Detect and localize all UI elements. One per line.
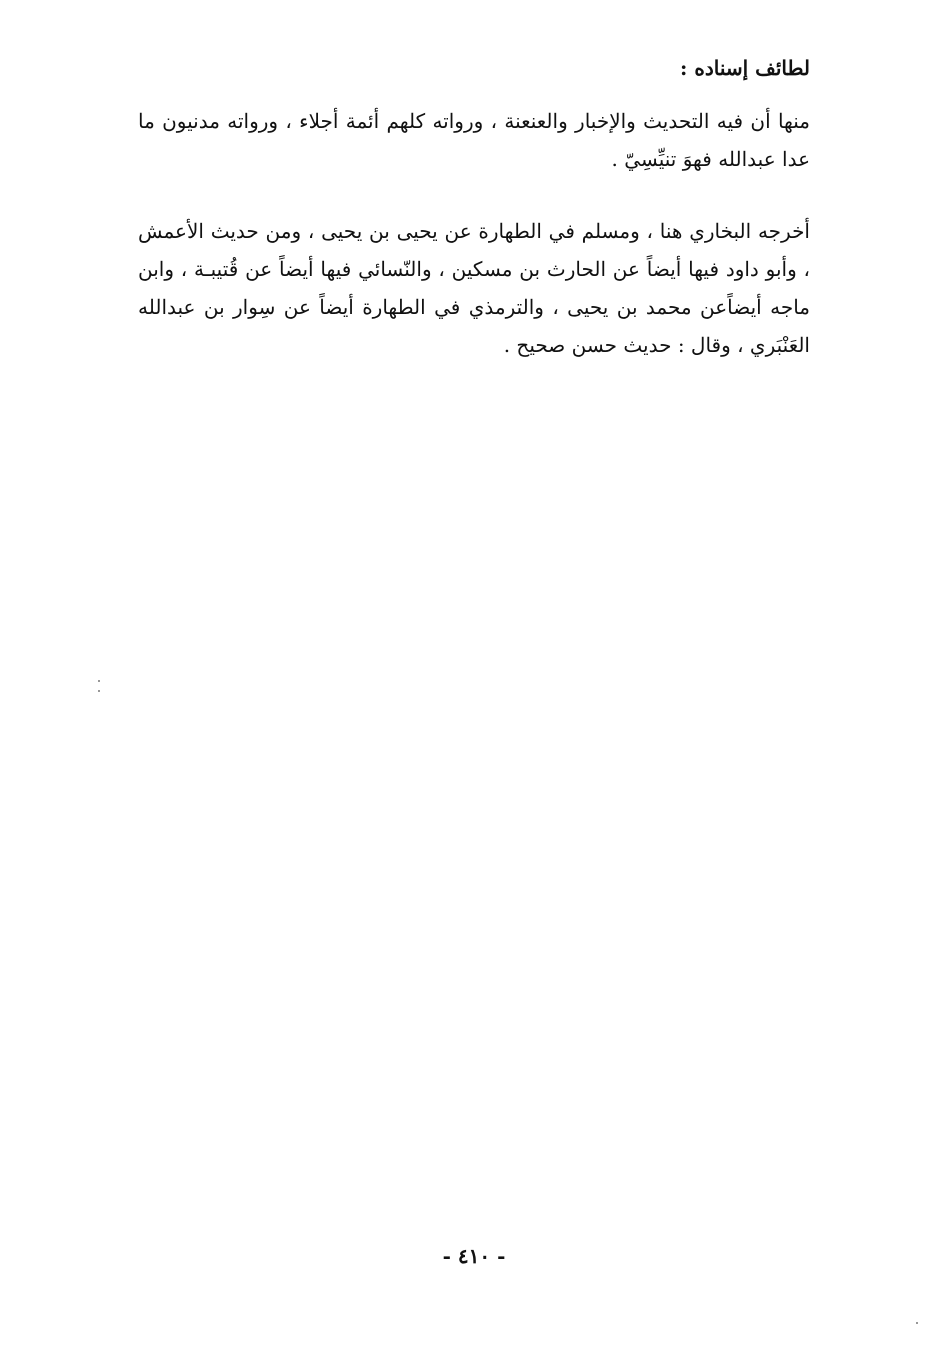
paragraph-isnad-notes: منها أن فيه التحديث والإخبار والعنعنة ، ورواته كلهم أئمة أجلاء ، ورواته مدنيون ما عدا عبدالله فهوَ تنيِّسِيّ . [138, 109, 810, 171]
scan-speck [98, 690, 100, 692]
scan-speck [98, 680, 100, 682]
paragraph-container-2 [138, 212, 810, 364]
paragraph-takhrij: أخرجه البخاري هنا ، ومسلم في الطهارة عن يحيى بن يحيى ، ومن حديث الأعمش ، وأبو داود فيها أيضاً عن الحارث بن مسكين ، والنّسائي فيها أيضاً عن قُتيبـة ، وابن ماجه أيضاًعن محمد بن يحيى ، والترمذي في الطهارة أيضاً عن سِوار بن عبدالله العَنْبَري ، وقال : حديث حسن صحيح . [138, 219, 810, 357]
scan-speck [916, 1322, 918, 1324]
page-number: - ٤١٠ - [442, 1244, 506, 1268]
section-heading: لطائف إسناده : [680, 56, 810, 80]
paragraph-container-1 [138, 102, 810, 178]
